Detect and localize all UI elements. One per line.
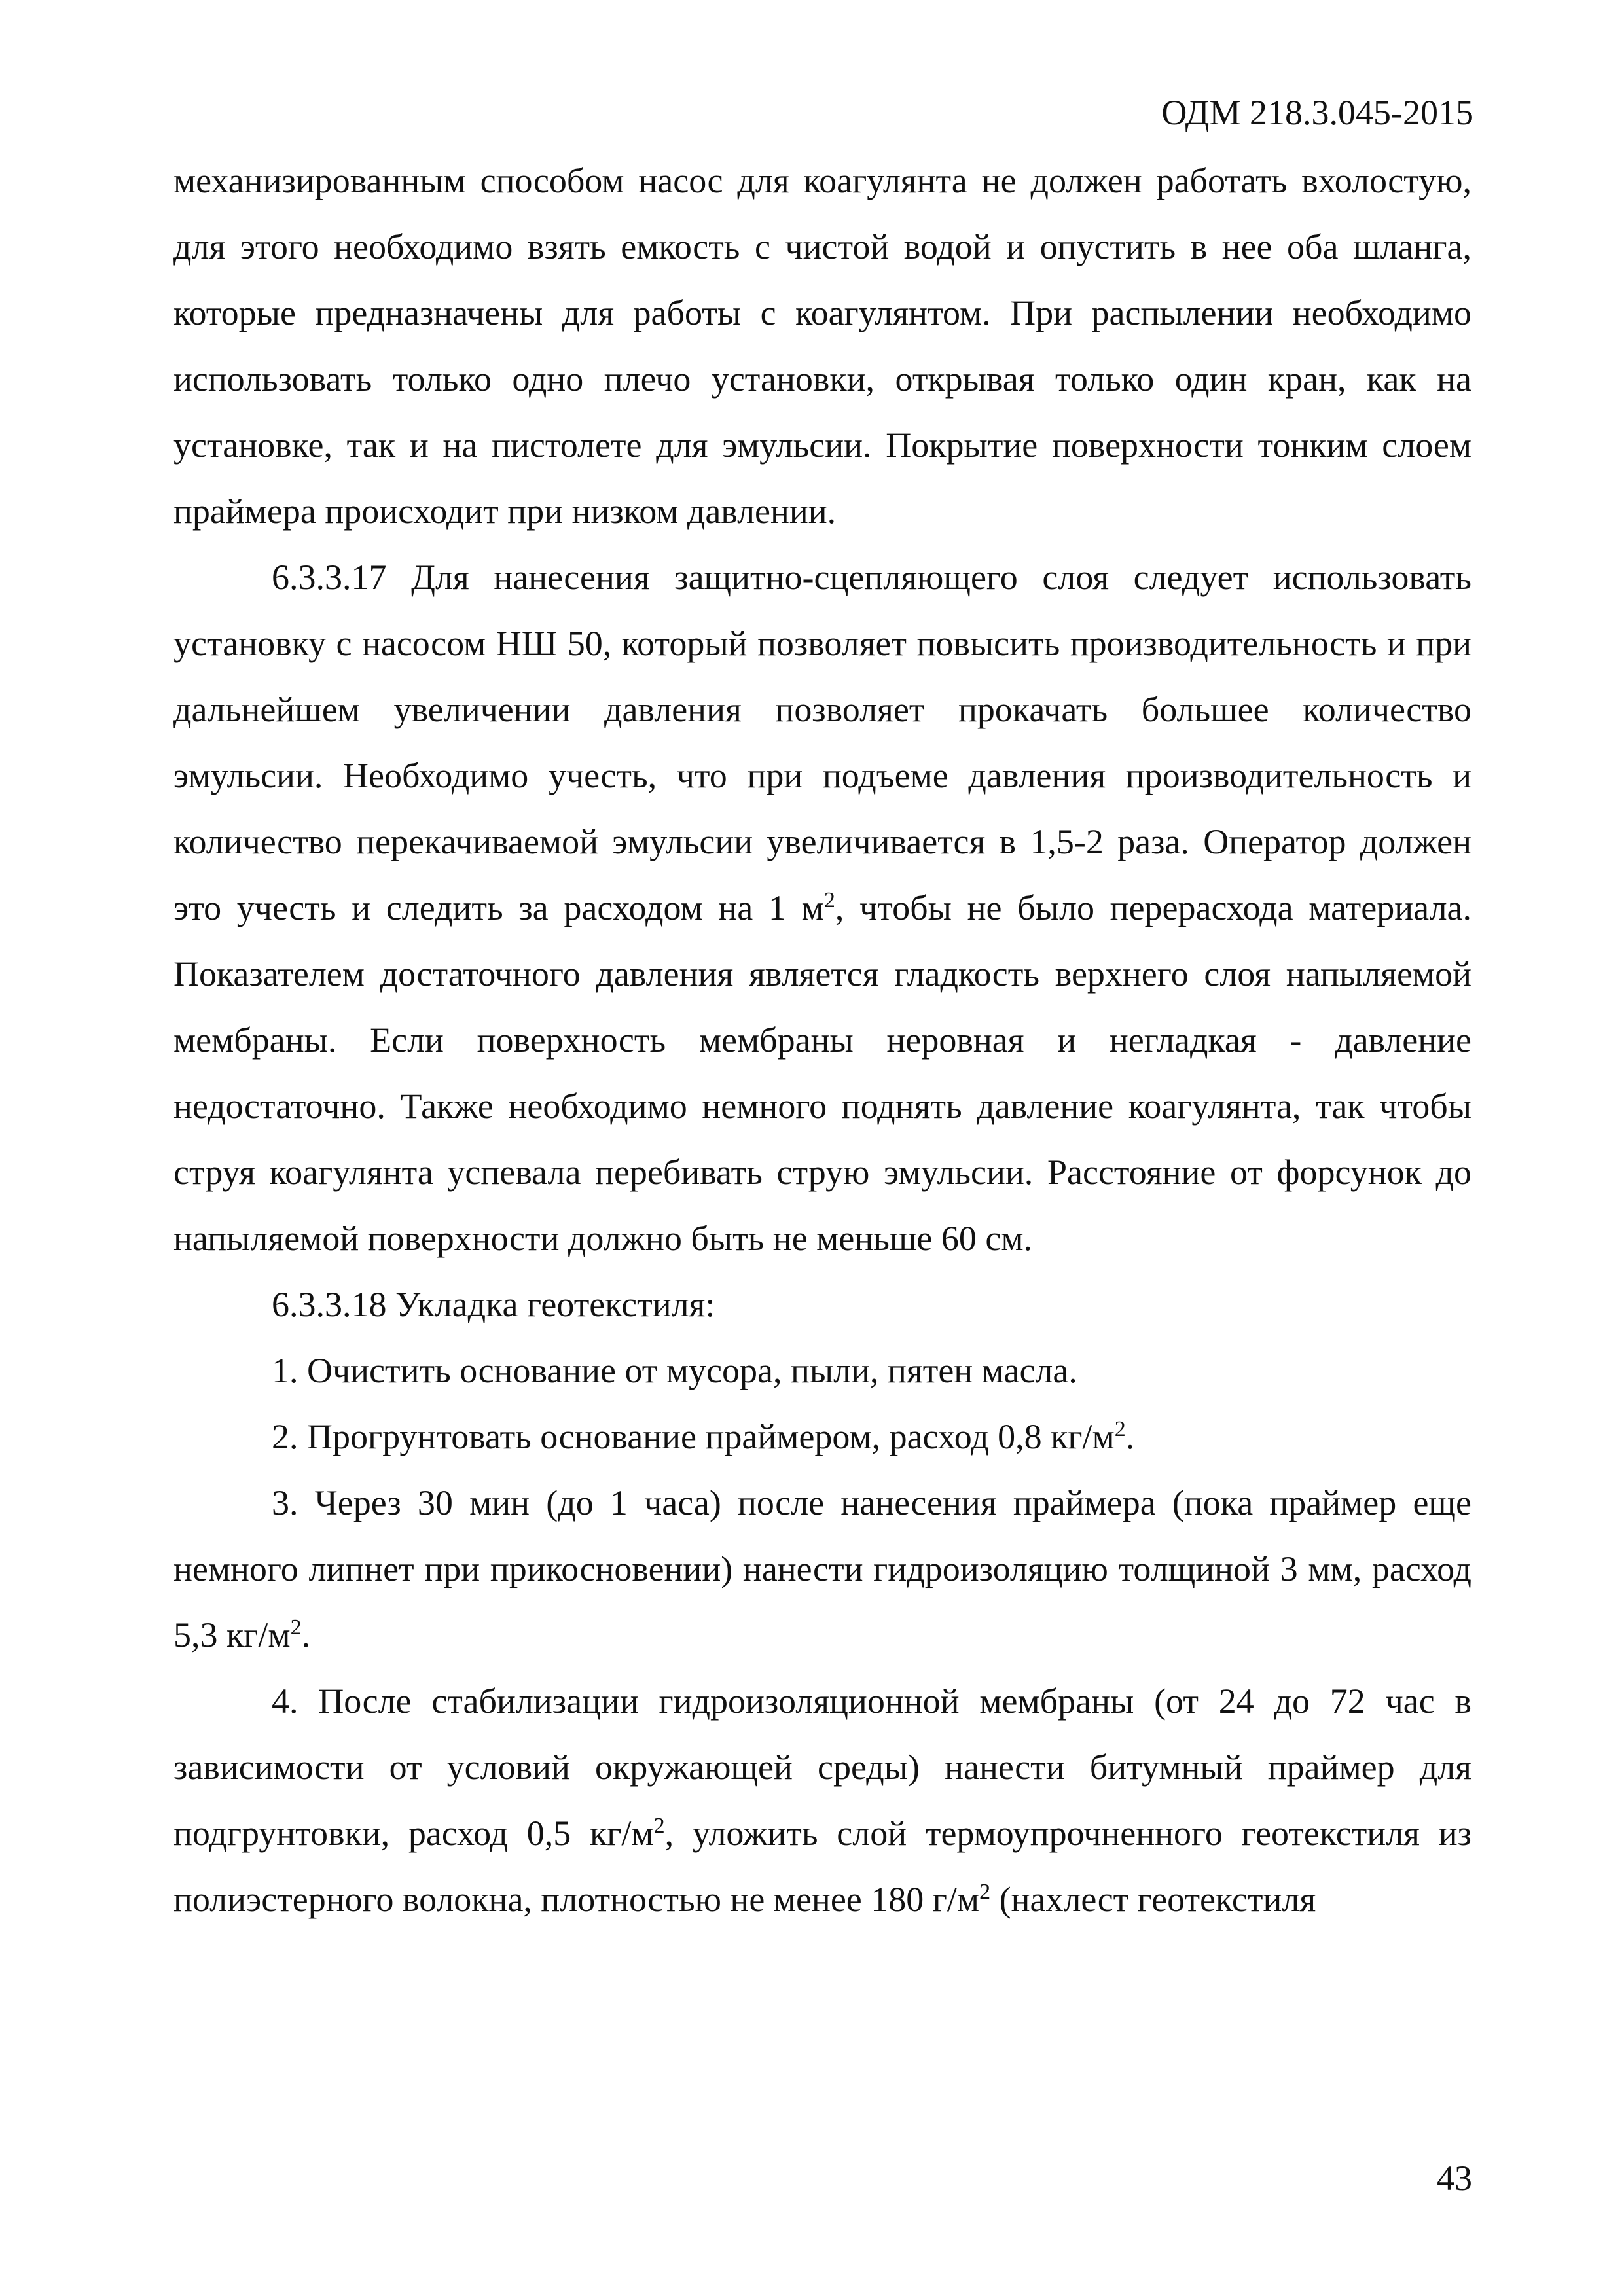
- paragraph-text-part: , уложить слой термоупрочненного геотекстиля из полиэстерного волокна, плотностью не менее 180 г/м: [173, 1814, 1471, 1919]
- paragraph-text-part: 6.3.3.17 Для нанесения защитно-сцепляющего слоя следует использовать установку с насосом НШ 50, который позволяет повысить производительность и при дальнейшем увеличении давления позволяет прокачать большее количество эмульсии. Необходимо учесть, что при подъеме давления производительность и количество перекачиваемой эмульсии увеличивается в 1,5-2 раза. Оператор должен это учесть и следить за расходом на 1 м: [173, 558, 1471, 927]
- paragraph-text-part: (нахлест геотекстиля: [990, 1880, 1316, 1919]
- superscript: 2: [1114, 1417, 1126, 1441]
- paragraph-text-part: 4. После стабилизации гидроизоляционной мембраны (от 24 до 72 час в зависимости от условий окружающей среды) нанести битумный праймер для подгрунтовки, расход 0,5 кг/м: [173, 1681, 1471, 1853]
- list-item-4: [173, 1668, 1471, 1933]
- document-code-header: ОДМ 218.3.045-2015: [1161, 93, 1473, 132]
- paragraph-continuation: механизированным способом насос для коагулянта не должен работать вхолостую, для этого необходимо взять емкость с чистой водой и опустить в нее оба шланга, которые предназначены для работы с коагулянтом. При распылении необходимо использовать только одно плечо установки, открывая только один кран, как на установке, так и на пистолете для эмульсии. Покрытие поверхности тонким слоем праймера происходит при низком давлении.: [173, 161, 1471, 531]
- paragraph-text-part: 2. Прогрунтовать основание праймером, расход 0,8 кг/м: [272, 1417, 1115, 1456]
- page-number: 43: [1437, 2159, 1472, 2198]
- paragraph-6-3-3-17: [173, 545, 1471, 1272]
- paragraph-text-part: .: [301, 1615, 311, 1655]
- document-body: [173, 148, 1471, 1933]
- list-item-2: [173, 1404, 1471, 1470]
- superscript: 2: [653, 1814, 665, 1838]
- paragraph-text-part: 3. Через 30 мин (до 1 часа) после нанесения праймера (пока праймер еще немного липнет при прикосновении) нанести гидроизоляцию толщиной 3 мм, расход 5,3 кг/м: [173, 1483, 1471, 1655]
- paragraph-6-3-3-18-heading: 6.3.3.18 Укладка геотекстиля:: [272, 1285, 715, 1324]
- paragraph-text-part: , чтобы не было перерасхода материала. Показателем достаточного давления является гладкость верхнего слоя напыляемой мембраны. Если поверхность мембраны неровная и негладкая - давление недостаточно. Также необходимо немного поднять давление коагулянта, так чтобы струя коагулянта успевала перебивать струю эмульсии. Расстояние от форсунок до напыляемой поверхности должно быть не меньше 60 см.: [173, 888, 1471, 1258]
- list-item-1: 1. Очистить основание от мусора, пыли, пятен масла.: [272, 1351, 1077, 1390]
- list-item-3: [173, 1470, 1471, 1668]
- superscript: 2: [823, 888, 835, 912]
- paragraph-text-part: .: [1125, 1417, 1135, 1456]
- superscript: 2: [290, 1615, 302, 1640]
- superscript: 2: [979, 1880, 991, 1904]
